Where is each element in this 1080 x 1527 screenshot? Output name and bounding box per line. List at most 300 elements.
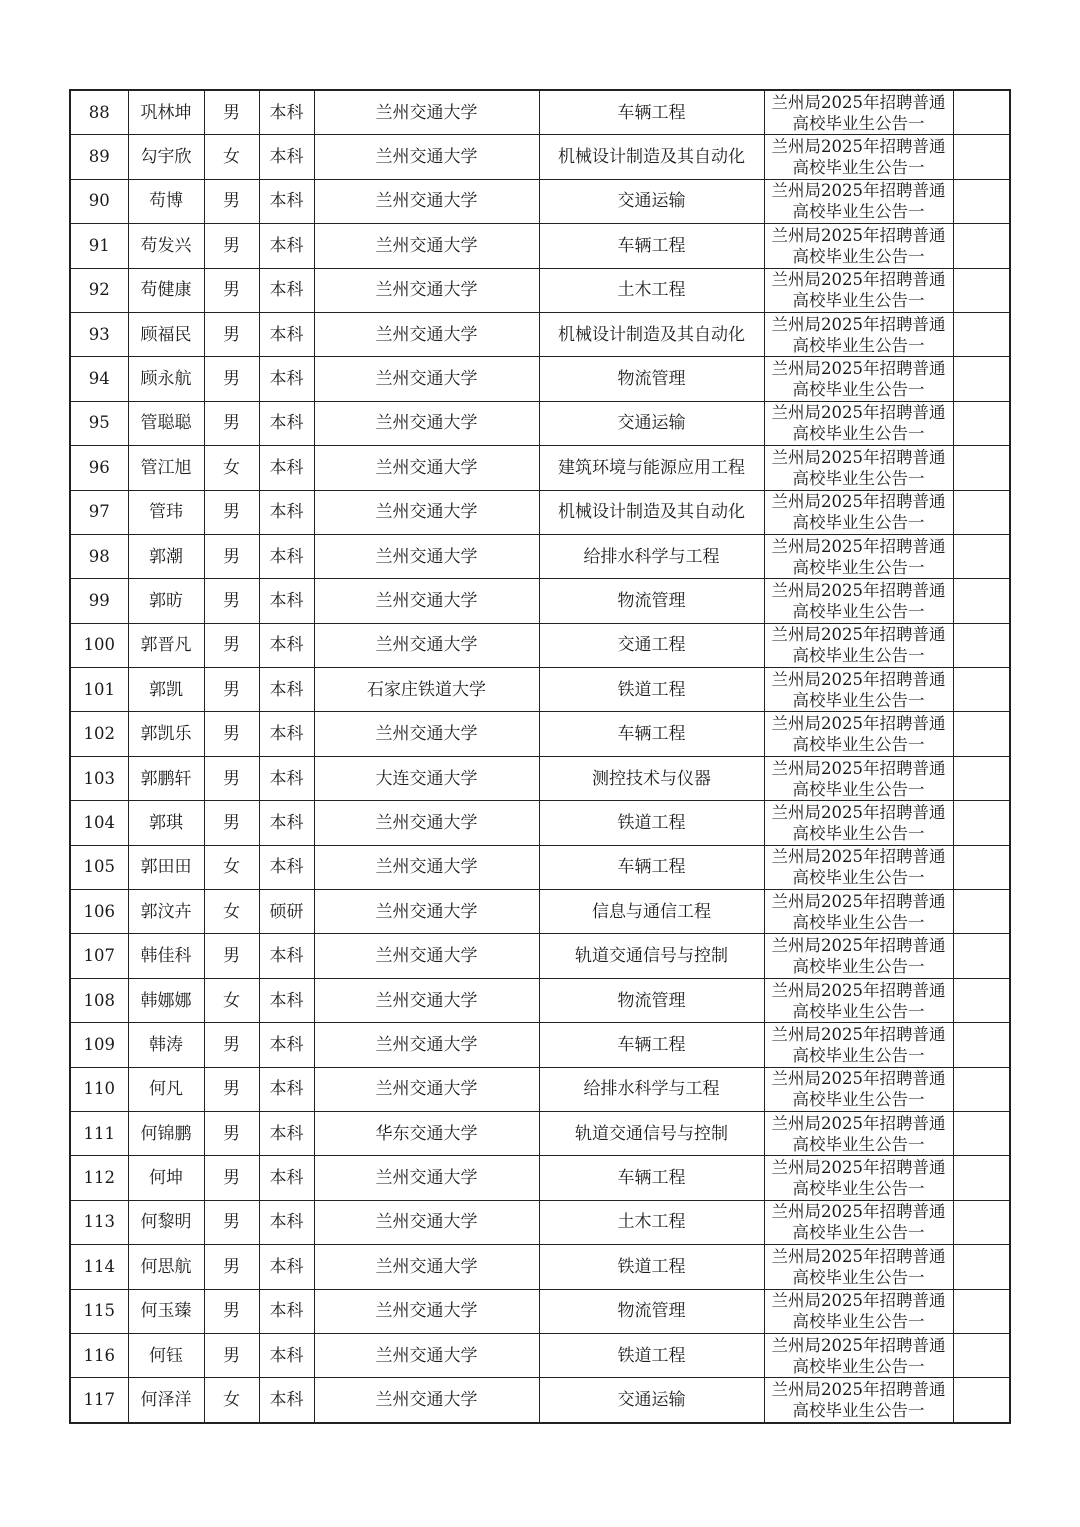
row-index: 94	[70, 357, 128, 401]
row-major: 铁道工程	[539, 801, 764, 845]
row-extra	[953, 845, 1010, 889]
table-row	[70, 579, 1010, 623]
row-name: 郭琪	[128, 801, 204, 845]
row-index: 106	[70, 890, 128, 934]
row-gender: 男	[204, 401, 259, 445]
row-name: 苟发兴	[128, 224, 204, 268]
row-gender: 女	[204, 1378, 259, 1423]
row-name: 郭鹏轩	[128, 756, 204, 800]
table-row	[70, 1333, 1010, 1377]
row-notice	[764, 1333, 953, 1377]
row-notice-line1: 兰州局2025年招聘普通	[771, 92, 946, 112]
row-school: 兰州交通大学	[314, 845, 539, 889]
row-gender: 男	[204, 90, 259, 135]
row-major: 轨道交通信号与控制	[539, 1111, 764, 1155]
row-notice-line2: 高校毕业生公告一	[792, 646, 925, 666]
row-name: 苟博	[128, 179, 204, 223]
row-notice	[764, 623, 953, 667]
row-major: 建筑环境与能源应用工程	[539, 446, 764, 490]
row-index: 90	[70, 179, 128, 223]
row-index: 95	[70, 401, 128, 445]
row-gender: 男	[204, 268, 259, 312]
row-index: 99	[70, 579, 128, 623]
row-major: 车辆工程	[539, 224, 764, 268]
row-degree: 本科	[259, 1023, 314, 1067]
row-major: 车辆工程	[539, 845, 764, 889]
row-notice-line2: 高校毕业生公告一	[792, 202, 925, 222]
row-extra	[953, 1378, 1010, 1423]
row-index: 98	[70, 534, 128, 578]
row-name: 郭凯乐	[128, 712, 204, 756]
row-school: 兰州交通大学	[314, 712, 539, 756]
row-school: 兰州交通大学	[314, 446, 539, 490]
row-extra	[953, 668, 1010, 712]
row-major: 测控技术与仪器	[539, 756, 764, 800]
row-extra	[953, 756, 1010, 800]
row-notice-line2: 高校毕业生公告一	[792, 735, 925, 755]
row-notice	[764, 1200, 953, 1244]
row-extra	[953, 135, 1010, 179]
row-school: 兰州交通大学	[314, 401, 539, 445]
row-major: 铁道工程	[539, 1245, 764, 1289]
row-name: 何思航	[128, 1245, 204, 1289]
row-name: 管玮	[128, 490, 204, 534]
row-name: 郭晋凡	[128, 623, 204, 667]
row-major: 交通运输	[539, 401, 764, 445]
roster-table	[69, 89, 1011, 1424]
row-school: 兰州交通大学	[314, 135, 539, 179]
row-extra	[953, 490, 1010, 534]
row-index: 116	[70, 1333, 128, 1377]
row-degree: 本科	[259, 579, 314, 623]
row-notice-line1: 兰州局2025年招聘普通	[771, 447, 946, 467]
row-notice	[764, 90, 953, 135]
row-notice-line1: 兰州局2025年招聘普通	[771, 536, 946, 556]
row-degree: 本科	[259, 312, 314, 356]
row-notice	[764, 1023, 953, 1067]
row-school: 兰州交通大学	[314, 534, 539, 578]
row-notice-line2: 高校毕业生公告一	[792, 1179, 925, 1199]
row-school: 兰州交通大学	[314, 1245, 539, 1289]
row-gender: 男	[204, 1289, 259, 1333]
row-notice-line2: 高校毕业生公告一	[792, 601, 925, 621]
row-gender: 男	[204, 1156, 259, 1200]
row-notice-line1: 兰州局2025年招聘普通	[771, 181, 946, 201]
row-major: 机械设计制造及其自动化	[539, 135, 764, 179]
row-degree: 本科	[259, 756, 314, 800]
row-notice-line1: 兰州局2025年招聘普通	[771, 1158, 946, 1178]
row-notice	[764, 1378, 953, 1423]
row-extra	[953, 712, 1010, 756]
row-degree: 本科	[259, 1111, 314, 1155]
row-gender: 男	[204, 1200, 259, 1244]
row-notice-line1: 兰州局2025年招聘普通	[771, 980, 946, 1000]
row-extra	[953, 801, 1010, 845]
row-notice-line1: 兰州局2025年招聘普通	[771, 1113, 946, 1133]
row-degree: 本科	[259, 1200, 314, 1244]
row-degree: 本科	[259, 1156, 314, 1200]
row-extra	[953, 357, 1010, 401]
row-notice-line2: 高校毕业生公告一	[792, 1356, 925, 1376]
row-index: 111	[70, 1111, 128, 1155]
row-major: 铁道工程	[539, 1333, 764, 1377]
table-row	[70, 90, 1010, 135]
row-major: 机械设计制造及其自动化	[539, 312, 764, 356]
row-major: 给排水科学与工程	[539, 534, 764, 578]
row-notice-line2: 高校毕业生公告一	[792, 158, 925, 178]
row-gender: 男	[204, 312, 259, 356]
row-degree: 本科	[259, 135, 314, 179]
row-extra	[953, 890, 1010, 934]
table-row	[70, 1023, 1010, 1067]
row-degree: 本科	[259, 934, 314, 978]
row-notice-line2: 高校毕业生公告一	[792, 690, 925, 710]
row-notice-line1: 兰州局2025年招聘普通	[771, 1335, 946, 1355]
row-notice-line1: 兰州局2025年招聘普通	[771, 492, 946, 512]
row-name: 何黎明	[128, 1200, 204, 1244]
row-school: 兰州交通大学	[314, 890, 539, 934]
row-notice-line2: 高校毕业生公告一	[792, 1401, 925, 1421]
row-degree: 本科	[259, 357, 314, 401]
row-notice-line2: 高校毕业生公告一	[792, 868, 925, 888]
row-major: 物流管理	[539, 357, 764, 401]
row-name: 何玉臻	[128, 1289, 204, 1333]
row-index: 89	[70, 135, 128, 179]
row-notice	[764, 534, 953, 578]
row-notice-line1: 兰州局2025年招聘普通	[771, 137, 946, 157]
row-gender: 男	[204, 801, 259, 845]
row-extra	[953, 623, 1010, 667]
row-major: 交通运输	[539, 1378, 764, 1423]
row-index: 100	[70, 623, 128, 667]
row-school: 兰州交通大学	[314, 357, 539, 401]
row-name: 何泽洋	[128, 1378, 204, 1423]
row-notice-line1: 兰州局2025年招聘普通	[771, 1291, 946, 1311]
row-extra	[953, 446, 1010, 490]
row-school: 兰州交通大学	[314, 90, 539, 135]
table-row	[70, 446, 1010, 490]
row-notice-line2: 高校毕业生公告一	[792, 113, 925, 133]
row-school: 兰州交通大学	[314, 801, 539, 845]
row-name: 郭潮	[128, 534, 204, 578]
row-degree: 本科	[259, 1289, 314, 1333]
row-notice-line2: 高校毕业生公告一	[792, 1134, 925, 1154]
row-notice-line1: 兰州局2025年招聘普通	[771, 847, 946, 867]
row-school: 兰州交通大学	[314, 1200, 539, 1244]
row-notice-line2: 高校毕业生公告一	[792, 1001, 925, 1021]
row-notice-line2: 高校毕业生公告一	[792, 1312, 925, 1332]
row-gender: 男	[204, 1245, 259, 1289]
row-notice-line2: 高校毕业生公告一	[792, 912, 925, 932]
row-extra	[953, 978, 1010, 1022]
row-notice-line2: 高校毕业生公告一	[792, 380, 925, 400]
row-notice	[764, 1245, 953, 1289]
row-index: 112	[70, 1156, 128, 1200]
row-notice	[764, 1289, 953, 1333]
row-gender: 女	[204, 446, 259, 490]
row-school: 兰州交通大学	[314, 179, 539, 223]
row-notice	[764, 268, 953, 312]
table-row	[70, 1200, 1010, 1244]
row-notice-line2: 高校毕业生公告一	[792, 779, 925, 799]
row-degree: 本科	[259, 978, 314, 1022]
row-index: 102	[70, 712, 128, 756]
row-major: 交通工程	[539, 623, 764, 667]
row-notice	[764, 179, 953, 223]
row-notice	[764, 579, 953, 623]
row-degree: 本科	[259, 712, 314, 756]
row-degree: 本科	[259, 179, 314, 223]
row-notice	[764, 401, 953, 445]
row-gender: 男	[204, 934, 259, 978]
row-major: 轨道交通信号与控制	[539, 934, 764, 978]
row-school: 兰州交通大学	[314, 1156, 539, 1200]
row-gender: 男	[204, 179, 259, 223]
row-name: 何凡	[128, 1067, 204, 1111]
table-row	[70, 1156, 1010, 1200]
table-row	[70, 179, 1010, 223]
row-index: 114	[70, 1245, 128, 1289]
row-notice-line2: 高校毕业生公告一	[792, 468, 925, 488]
row-notice	[764, 934, 953, 978]
row-major: 铁道工程	[539, 668, 764, 712]
row-major: 信息与通信工程	[539, 890, 764, 934]
row-gender: 男	[204, 1023, 259, 1067]
row-extra	[953, 90, 1010, 135]
row-gender: 女	[204, 845, 259, 889]
row-gender: 女	[204, 978, 259, 1022]
row-school: 兰州交通大学	[314, 1289, 539, 1333]
row-extra	[953, 579, 1010, 623]
row-degree: 本科	[259, 446, 314, 490]
row-name: 韩佳科	[128, 934, 204, 978]
row-school: 兰州交通大学	[314, 224, 539, 268]
row-index: 115	[70, 1289, 128, 1333]
row-degree: 本科	[259, 224, 314, 268]
row-index: 92	[70, 268, 128, 312]
row-major: 土木工程	[539, 1200, 764, 1244]
table-row	[70, 534, 1010, 578]
row-index: 117	[70, 1378, 128, 1423]
table-row	[70, 1111, 1010, 1155]
row-notice-line2: 高校毕业生公告一	[792, 957, 925, 977]
row-extra	[953, 1023, 1010, 1067]
row-degree: 本科	[259, 490, 314, 534]
row-degree: 硕研	[259, 890, 314, 934]
row-notice-line2: 高校毕业生公告一	[792, 823, 925, 843]
table-row	[70, 890, 1010, 934]
row-name: 管江旭	[128, 446, 204, 490]
row-school: 兰州交通大学	[314, 268, 539, 312]
row-degree: 本科	[259, 268, 314, 312]
table-row	[70, 756, 1010, 800]
table-row	[70, 668, 1010, 712]
table-row	[70, 845, 1010, 889]
row-extra	[953, 1067, 1010, 1111]
row-name: 顾福民	[128, 312, 204, 356]
row-notice-line2: 高校毕业生公告一	[792, 291, 925, 311]
row-notice-line1: 兰州局2025年招聘普通	[771, 580, 946, 600]
row-degree: 本科	[259, 1067, 314, 1111]
row-extra	[953, 1245, 1010, 1289]
row-degree: 本科	[259, 90, 314, 135]
row-index: 101	[70, 668, 128, 712]
row-major: 车辆工程	[539, 1156, 764, 1200]
row-school: 兰州交通大学	[314, 1333, 539, 1377]
row-extra	[953, 1156, 1010, 1200]
row-gender: 男	[204, 1111, 259, 1155]
row-degree: 本科	[259, 801, 314, 845]
row-index: 104	[70, 801, 128, 845]
row-notice-line2: 高校毕业生公告一	[792, 1267, 925, 1287]
row-notice	[764, 1067, 953, 1111]
row-index: 93	[70, 312, 128, 356]
row-school: 兰州交通大学	[314, 934, 539, 978]
row-name: 韩娜娜	[128, 978, 204, 1022]
table-row	[70, 1378, 1010, 1423]
row-degree: 本科	[259, 534, 314, 578]
row-name: 郭田田	[128, 845, 204, 889]
row-gender: 男	[204, 490, 259, 534]
row-school: 华东交通大学	[314, 1111, 539, 1155]
row-major: 车辆工程	[539, 1023, 764, 1067]
row-extra	[953, 534, 1010, 578]
row-extra	[953, 1111, 1010, 1155]
table-row	[70, 312, 1010, 356]
row-index: 108	[70, 978, 128, 1022]
row-notice-line2: 高校毕业生公告一	[792, 246, 925, 266]
row-major: 交通运输	[539, 179, 764, 223]
row-extra	[953, 179, 1010, 223]
row-notice	[764, 668, 953, 712]
row-notice-line2: 高校毕业生公告一	[792, 335, 925, 355]
row-notice	[764, 357, 953, 401]
table-row	[70, 268, 1010, 312]
row-notice	[764, 224, 953, 268]
row-major: 车辆工程	[539, 712, 764, 756]
row-notice-line2: 高校毕业生公告一	[792, 1045, 925, 1065]
row-notice	[764, 978, 953, 1022]
row-notice-line1: 兰州局2025年招聘普通	[771, 714, 946, 734]
row-extra	[953, 268, 1010, 312]
row-school: 兰州交通大学	[314, 579, 539, 623]
row-name: 何坤	[128, 1156, 204, 1200]
row-notice-line1: 兰州局2025年招聘普通	[771, 625, 946, 645]
row-extra	[953, 934, 1010, 978]
row-gender: 男	[204, 756, 259, 800]
row-notice	[764, 490, 953, 534]
row-gender: 男	[204, 1333, 259, 1377]
row-name: 郭汶卉	[128, 890, 204, 934]
row-index: 91	[70, 224, 128, 268]
row-extra	[953, 1200, 1010, 1244]
row-notice	[764, 312, 953, 356]
row-degree: 本科	[259, 623, 314, 667]
row-extra	[953, 401, 1010, 445]
row-notice-line1: 兰州局2025年招聘普通	[771, 669, 946, 689]
row-gender: 男	[204, 712, 259, 756]
table-row	[70, 712, 1010, 756]
row-gender: 男	[204, 357, 259, 401]
table-row	[70, 801, 1010, 845]
table-row	[70, 934, 1010, 978]
row-gender: 男	[204, 623, 259, 667]
table-row	[70, 401, 1010, 445]
row-notice	[764, 890, 953, 934]
row-gender: 男	[204, 668, 259, 712]
row-degree: 本科	[259, 1378, 314, 1423]
row-school: 兰州交通大学	[314, 978, 539, 1022]
row-school: 大连交通大学	[314, 756, 539, 800]
row-notice	[764, 1156, 953, 1200]
row-notice	[764, 712, 953, 756]
row-degree: 本科	[259, 401, 314, 445]
row-notice-line2: 高校毕业生公告一	[792, 557, 925, 577]
row-name: 何锦鹏	[128, 1111, 204, 1155]
row-notice	[764, 756, 953, 800]
row-gender: 男	[204, 1067, 259, 1111]
row-notice-line1: 兰州局2025年招聘普通	[771, 891, 946, 911]
row-major: 机械设计制造及其自动化	[539, 490, 764, 534]
row-notice-line2: 高校毕业生公告一	[792, 1090, 925, 1110]
row-major: 车辆工程	[539, 90, 764, 135]
row-notice-line1: 兰州局2025年招聘普通	[771, 758, 946, 778]
table-row	[70, 1289, 1010, 1333]
row-notice	[764, 446, 953, 490]
row-notice-line2: 高校毕业生公告一	[792, 1223, 925, 1243]
row-name: 勾宇欣	[128, 135, 204, 179]
row-index: 110	[70, 1067, 128, 1111]
row-degree: 本科	[259, 1333, 314, 1377]
row-extra	[953, 224, 1010, 268]
row-notice	[764, 1111, 953, 1155]
row-major: 给排水科学与工程	[539, 1067, 764, 1111]
row-school: 石家庄铁道大学	[314, 668, 539, 712]
row-notice-line1: 兰州局2025年招聘普通	[771, 1202, 946, 1222]
row-gender: 男	[204, 534, 259, 578]
row-school: 兰州交通大学	[314, 1023, 539, 1067]
row-name: 韩涛	[128, 1023, 204, 1067]
row-major: 土木工程	[539, 268, 764, 312]
table-row	[70, 1245, 1010, 1289]
row-major: 物流管理	[539, 1289, 764, 1333]
row-name: 管聪聪	[128, 401, 204, 445]
row-index: 113	[70, 1200, 128, 1244]
row-notice-line1: 兰州局2025年招聘普通	[771, 1069, 946, 1089]
row-major: 物流管理	[539, 978, 764, 1022]
row-notice	[764, 135, 953, 179]
row-notice	[764, 845, 953, 889]
row-notice-line1: 兰州局2025年招聘普通	[771, 1246, 946, 1266]
row-name: 何钰	[128, 1333, 204, 1377]
row-notice-line1: 兰州局2025年招聘普通	[771, 802, 946, 822]
row-extra	[953, 1289, 1010, 1333]
row-notice	[764, 801, 953, 845]
row-extra	[953, 312, 1010, 356]
row-degree: 本科	[259, 845, 314, 889]
row-notice-line1: 兰州局2025年招聘普通	[771, 1380, 946, 1400]
row-notice-line1: 兰州局2025年招聘普通	[771, 1024, 946, 1044]
row-notice-line1: 兰州局2025年招聘普通	[771, 270, 946, 290]
row-school: 兰州交通大学	[314, 490, 539, 534]
row-notice-line1: 兰州局2025年招聘普通	[771, 403, 946, 423]
row-name: 郭昉	[128, 579, 204, 623]
row-notice-line1: 兰州局2025年招聘普通	[771, 314, 946, 334]
row-notice-line2: 高校毕业生公告一	[792, 424, 925, 444]
row-notice-line1: 兰州局2025年招聘普通	[771, 936, 946, 956]
row-gender: 男	[204, 224, 259, 268]
table-row	[70, 135, 1010, 179]
